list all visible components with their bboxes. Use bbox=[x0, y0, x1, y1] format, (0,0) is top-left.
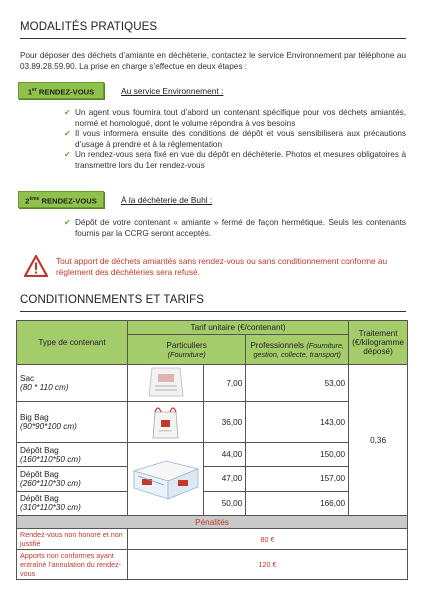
big-bag-illustration bbox=[128, 402, 203, 440]
price-professionnels: 150,00 bbox=[246, 443, 349, 467]
title-underline bbox=[20, 311, 406, 312]
container-dims: (90*90*100 cm) bbox=[20, 422, 77, 431]
container-type-cell bbox=[17, 443, 128, 467]
warning-triangle-icon bbox=[24, 255, 48, 277]
step2-badge bbox=[18, 191, 104, 208]
step2-bullet-text: Dépôt de votre contenant « amiante » fermé de façon hermétique. Seuls les contenants fournis par la CCRG seront acceptés. bbox=[75, 218, 406, 238]
sac-image bbox=[128, 365, 204, 402]
step1-badge-num: 1 bbox=[27, 87, 33, 97]
price-particuliers: 44,00 bbox=[204, 443, 246, 467]
traitement-value: 0,36 bbox=[349, 365, 408, 516]
depot-bag-image bbox=[128, 443, 204, 516]
container-name: Dépôt Bag bbox=[20, 469, 59, 479]
intro-paragraph: Pour déposer des déchets d’amiante en déchèterie, contactez le service Environnement par téléphone au 03.89.28.59.90. La prise en charge s’effectue en deux étapes : bbox=[20, 51, 406, 71]
container-type-cell bbox=[17, 467, 128, 491]
container-type-cell bbox=[17, 402, 128, 443]
price-professionnels: 166,00 bbox=[246, 491, 349, 515]
section-title-modalites: MODALITÉS PRATIQUES bbox=[20, 21, 158, 33]
step1-bullet bbox=[64, 108, 406, 129]
container-name: Dépôt Bag bbox=[20, 494, 59, 504]
price-professionnels: 143,00 bbox=[246, 402, 349, 443]
header-tarif: Tarif unitaire (€/contenant) bbox=[128, 321, 349, 335]
step2-badge-sup: ème bbox=[29, 196, 40, 202]
price-particuliers: 36,00 bbox=[204, 402, 246, 443]
container-type-cell bbox=[17, 365, 128, 402]
tariff-table bbox=[16, 320, 408, 580]
penalty-label: Apports non conformes ayant entraîné l’annulation du rendez-vous bbox=[17, 550, 128, 580]
big-bag-image bbox=[128, 402, 204, 443]
penalty-label: Rendez-vous non honoré et non justifié bbox=[17, 529, 128, 550]
step2-heading: À la déchèterie de Buhl : bbox=[121, 195, 213, 205]
step1-bullet-text: Il vous informera ensuite des conditions de dépôt et vous sensibilisera aux précautions d’usage à prendre et à la réglementation bbox=[75, 129, 406, 149]
container-dims: (80 * 110 cm) bbox=[20, 383, 69, 392]
section-title-tarifs: CONDITIONNEMENTS ET TARIFS bbox=[20, 294, 205, 306]
step1-bullet bbox=[64, 150, 406, 171]
price-particuliers: 50,00 bbox=[204, 491, 246, 515]
step1-badge bbox=[18, 82, 104, 99]
price-professionnels: 53,00 bbox=[246, 365, 349, 402]
header-pros-label: Professionnels bbox=[250, 340, 305, 350]
penalties-header-row bbox=[17, 516, 408, 529]
container-type-cell bbox=[17, 491, 128, 515]
header-pros-sub: (Fourniture, gestion, collecte, transport) bbox=[253, 340, 345, 359]
penalty-value: 120 € bbox=[128, 550, 408, 580]
price-particuliers: 7,00 bbox=[204, 365, 246, 402]
header-particuliers-label: Particuliers bbox=[166, 340, 207, 350]
header-particuliers bbox=[128, 335, 246, 365]
step1-badge-text: RENDEZ-VOUS bbox=[36, 87, 95, 97]
depot-bag-illustration bbox=[128, 443, 203, 513]
penalties-label: Pénalités bbox=[17, 516, 408, 529]
step2-bullet bbox=[64, 218, 406, 239]
container-name: Sac bbox=[20, 374, 35, 383]
step2-bullet-list bbox=[64, 218, 406, 239]
price-particuliers: 47,00 bbox=[204, 467, 246, 491]
step2-badge-num: 2 bbox=[25, 196, 30, 206]
check-icon: ✔ bbox=[64, 129, 71, 139]
table-row bbox=[17, 365, 408, 402]
step2-badge-text: RENDEZ-VOUS bbox=[39, 196, 97, 206]
price-professionnels: 157,00 bbox=[246, 467, 349, 491]
step1-badge-sup: er bbox=[32, 87, 37, 93]
sac-illustration bbox=[128, 365, 203, 399]
container-name: Dépôt Bag bbox=[20, 445, 59, 455]
check-icon: ✔ bbox=[64, 150, 71, 160]
check-icon: ✔ bbox=[64, 108, 71, 117]
header-traitement: Traitement (€/kilogramme déposé) bbox=[349, 321, 408, 365]
container-name: Big Bag bbox=[20, 413, 49, 422]
container-dims: (260*110*30 cm) bbox=[20, 478, 81, 488]
step1-heading: Au service Environnement : bbox=[121, 86, 224, 96]
step1-bullet-list bbox=[64, 108, 406, 172]
header-particuliers-sub: (Fourniture) bbox=[167, 349, 206, 359]
title-underline bbox=[20, 38, 406, 39]
warning-text: Tout apport de déchets amiantés sans rendez-vous ou sans conditionnement conforme au règlement des déchèteries sera refusé. bbox=[56, 256, 388, 277]
check-icon: ✔ bbox=[64, 218, 71, 227]
container-dims: (310*110*30 cm) bbox=[20, 503, 81, 513]
step1-bullet bbox=[64, 129, 406, 150]
header-type: Type de contenant bbox=[17, 321, 128, 365]
step1-bullet-text: Un rendez-vous sera fixé en vue du dépôt en déchèterie. Photos et mesures obligatoires à transmettre lors du 1er rendez-vous bbox=[75, 150, 406, 170]
penalty-row bbox=[17, 550, 408, 580]
step1-bullet-text: Un agent vous fournira tout d’abord un contenant spécifique pour vos déchets amiantés, normé et homologué, dont le volume répondra à vos besoins bbox=[75, 108, 406, 128]
penalty-row bbox=[17, 529, 408, 550]
header-professionnels bbox=[246, 335, 349, 365]
penalty-value: 80 € bbox=[128, 529, 408, 550]
container-dims: (160*110*50 cm) bbox=[20, 454, 81, 464]
